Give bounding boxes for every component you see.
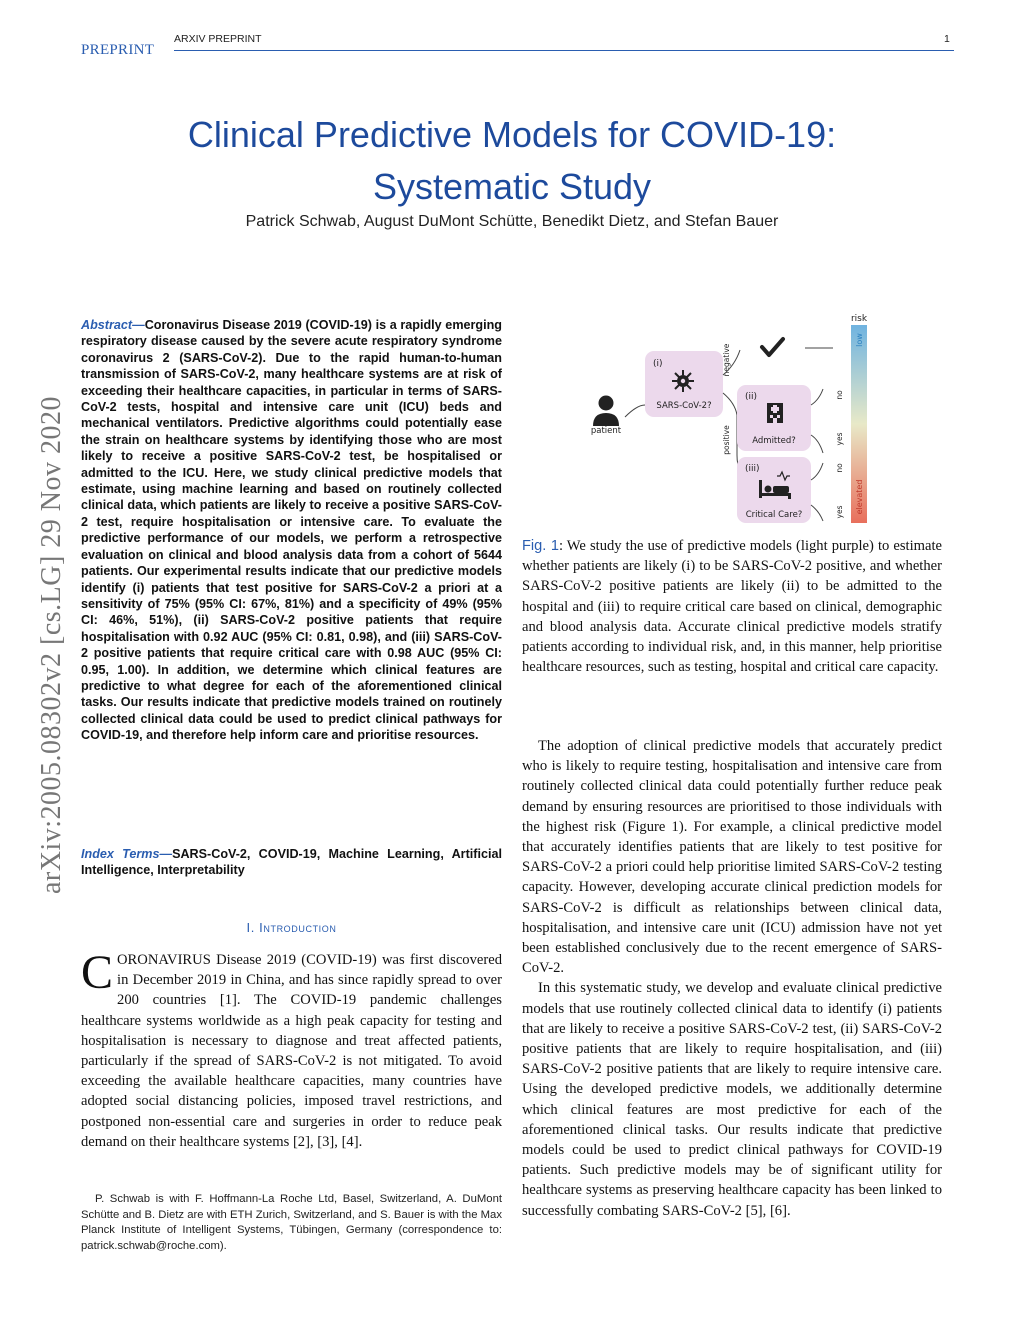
preprint-mark: PREPRINT <box>81 42 155 58</box>
abstract <box>81 317 502 744</box>
affiliation-footnote: P. Schwab is with F. Hoffmann-La Roche Ltd, Basel, Switzerland, A. DuMont Schütte and B. Dietz are with ETH Zurich, Switzerland, and S. Bauer is with the Max Planck Institute of Intelligent Systems, Tübingen, Germany (correspondence to: patrick.schwab@roche.com). <box>81 1193 502 1252</box>
box-i-text: SARS-CoV-2? <box>656 401 712 411</box>
checkmark-icon <box>762 339 783 355</box>
no-label-1: no <box>835 390 844 400</box>
intro-text: Disease 2019 (COVID-19) was first discovered in December 2019 in China, and has since rapidly spread to over 200 countries [1]. The COVID-19 pandemic challenges healthcare systems worldwide as a high peak capacity for testing and hospitalisation is necessary to diagnose and treat affected patients, particularly if the spread of SARS-CoV-2 is not mitigated. To avoid exceeding the available healthcare capacities, many countries have adopted social distancing policies, imposed travel restrictions, and postponed non-essential care and surgeries in order to reduce peak demand on their healthcare systems [2], [3], [4]. <box>81 952 502 1150</box>
connector-iii-yes <box>811 505 823 521</box>
connector-ii-yes <box>811 435 823 453</box>
authors: Patrick Schwab, August DuMont Schütte, Benedikt Dietz, and Stefan Bauer <box>245 213 779 230</box>
section-heading <box>81 920 502 935</box>
page-number: 1 <box>944 33 950 45</box>
risk-low-label: low <box>855 333 864 347</box>
positive-label: positive <box>722 425 731 455</box>
arxiv-stamp-text: arXiv:2005.08302v2 [cs.LG] 29 Nov 2020 <box>36 395 67 895</box>
no-label-2: no <box>835 463 844 473</box>
yes-label-2: yes <box>835 505 844 519</box>
caption-text: : We study the use of predictive models (light purple) to estimate whether patients are likely (i) to be SARS-CoV-2 positive, and whether SARS-CoV-2 positive patients are likely (ii) to be admitted to the hospital and (iii) to require critical care based on clinical, demographic and blood analysis data. Accurate clinical predictive models stratify patients according to individual risk, and, in this manner, help prioritise healthcare resources, such as testing, hospital and critical care capacity. <box>522 538 943 676</box>
box-ii-label: (ii) <box>745 392 758 402</box>
box-iii-text: Critical Care? <box>745 510 803 520</box>
intro-paragraph <box>81 946 502 1152</box>
title-line-2: Systematic Study <box>372 166 652 207</box>
figure-caption <box>522 536 942 677</box>
body-paragraph-1: The adoption of clinical predictive models that accurately predict who is likely to require testing, hospitalisation and intensive care from routinely collected clinical data could potentially further reduce peak demand by ensuring resources are prioritised to those individuals with the highest risk (Figure 1). For example, a clinical predictive model that accurately identifies patients that are likely to test positive for SARS-CoV-2 a priori could help prioritise limited SARS-CoV-2 testing capacity. However, developing accurate clinical prediction models for SARS-CoV-2 is difficult as relationships between clinical data, hospitalisation, and intensive care unit (ICU) admission have not yet been established conclusively due to the recent emergence of SARS-CoV-2. <box>522 738 942 977</box>
box-i-label: (i) <box>653 359 663 369</box>
abstract-text: Coronavirus Disease 2019 (COVID-19) is a rapidly emerging respiratory disease caused by the severe acute respiratory syndrome coronavirus 2 (SARS-CoV-2). Due to the rapid human-to-human transmission of SARS-CoV-2, many healthcare systems are at risk of exceeding their healthcare capacities, in particular in terms of SARS-CoV-2 tests, hospital and intensive care unit (ICU) beds and mechanical ventilators. Predictive algorithms could potentially ease the strain on healthcare systems by identifying those who are most likely to receive a positive SARS-CoV-2 test, be hospitalised or admitted to the ICU. Here, we study clinical predictive models that estimate, using machine learning and based on routinely collected clinical data, which patients are likely to receive a positive SARS-CoV-2 test, require hospitalisation or intensive care. To evaluate the predictive performance of our models, we perform a retrospective evaluation on clinical and blood analysis data from a cohort of 5644 patients. Our experimental results indicate that our predictive models identify (i) patients that test positive for SARS-CoV-2 a priori at a sensitivity of 75% (95% CI: 67%, 81%) and a specificity of 49% (95% CI: 46%, 51%), (ii) SARS-CoV-2 positive patients that require hospitalisation with 0.92 AUC (95% CI: 0.81, 0.98), and (iii) SARS-CoV-2 positive patients that require critical care with 0.98 AUC (95% CI: 0.95, 1.00). In addition, we determine which clinical features are predictive to what degree for each of the aforementioned clinical tasks. Our results indicate that predictive models trained on routinely collected clinical data could be used to predict clinical pathways for COVID-19, and therefore help inform care and prioritise resources. <box>81 318 502 743</box>
patient-icon <box>593 396 619 427</box>
box-ii-text: Admitted? <box>752 436 796 446</box>
connector-patient <box>625 405 645 417</box>
drop-cap: C <box>81 946 114 999</box>
title-line-1: Clinical Predictive Models for COVID-19: <box>187 114 837 155</box>
section-number: I. <box>246 920 255 935</box>
risk-label: risk <box>850 314 868 324</box>
yes-label-1: yes <box>835 432 844 446</box>
figure-svg <box>585 305 885 530</box>
header-rule <box>174 50 954 51</box>
running-head: ARXIV PREPRINT <box>174 33 262 45</box>
risk-elevated-label: elevated <box>855 479 864 515</box>
body-paragraph-2: In this systematic study, we develop and evaluate clinical predictive models that use routinely collected clinical data to identify (i) patients that are likely to receive a positive SARS-CoV-2 test, (ii) SARS-CoV-2 positive patients that are likely to require hospitalisation, and (iii) SARS-CoV-2 positive patients that are likely to require intensive care. Using the developed predictive models, we additionally determine which clinical features are most predictive for each of the aforementioned clinical tasks. Our results indicate that predictive models could be used to predict clinical pathways for COVID-19 patients. Such predictive models may be of significant utility for healthcare systems as preserving healthcare capacity has been linked to successfully combating SARS-CoV-2 [5], [6]. <box>522 980 942 1219</box>
index-terms <box>81 846 502 879</box>
paper-title <box>0 109 1024 213</box>
caption-label: Fig. 1 <box>522 538 559 554</box>
intro-first-word: ORONAVIRUS <box>117 952 211 968</box>
connector-iii-no <box>811 463 823 480</box>
connector-ii-no <box>811 389 823 405</box>
negative-label: negative <box>722 343 731 377</box>
right-column-body <box>522 736 942 1221</box>
figure-1 <box>585 305 885 530</box>
section-title: Introduction <box>259 920 337 935</box>
box-iii-label: (iii) <box>745 464 760 474</box>
index-terms-label: Index Terms— <box>81 847 173 861</box>
index-terms-text: SARS-CoV-2, COVID-19, Machine Learning, Artificial Intelligence, Interpretability <box>81 847 502 878</box>
hospital-icon <box>767 403 783 423</box>
virus-icon <box>672 370 694 392</box>
abstract-label: Abstract— <box>81 318 145 332</box>
patient-label: patient <box>590 426 622 436</box>
